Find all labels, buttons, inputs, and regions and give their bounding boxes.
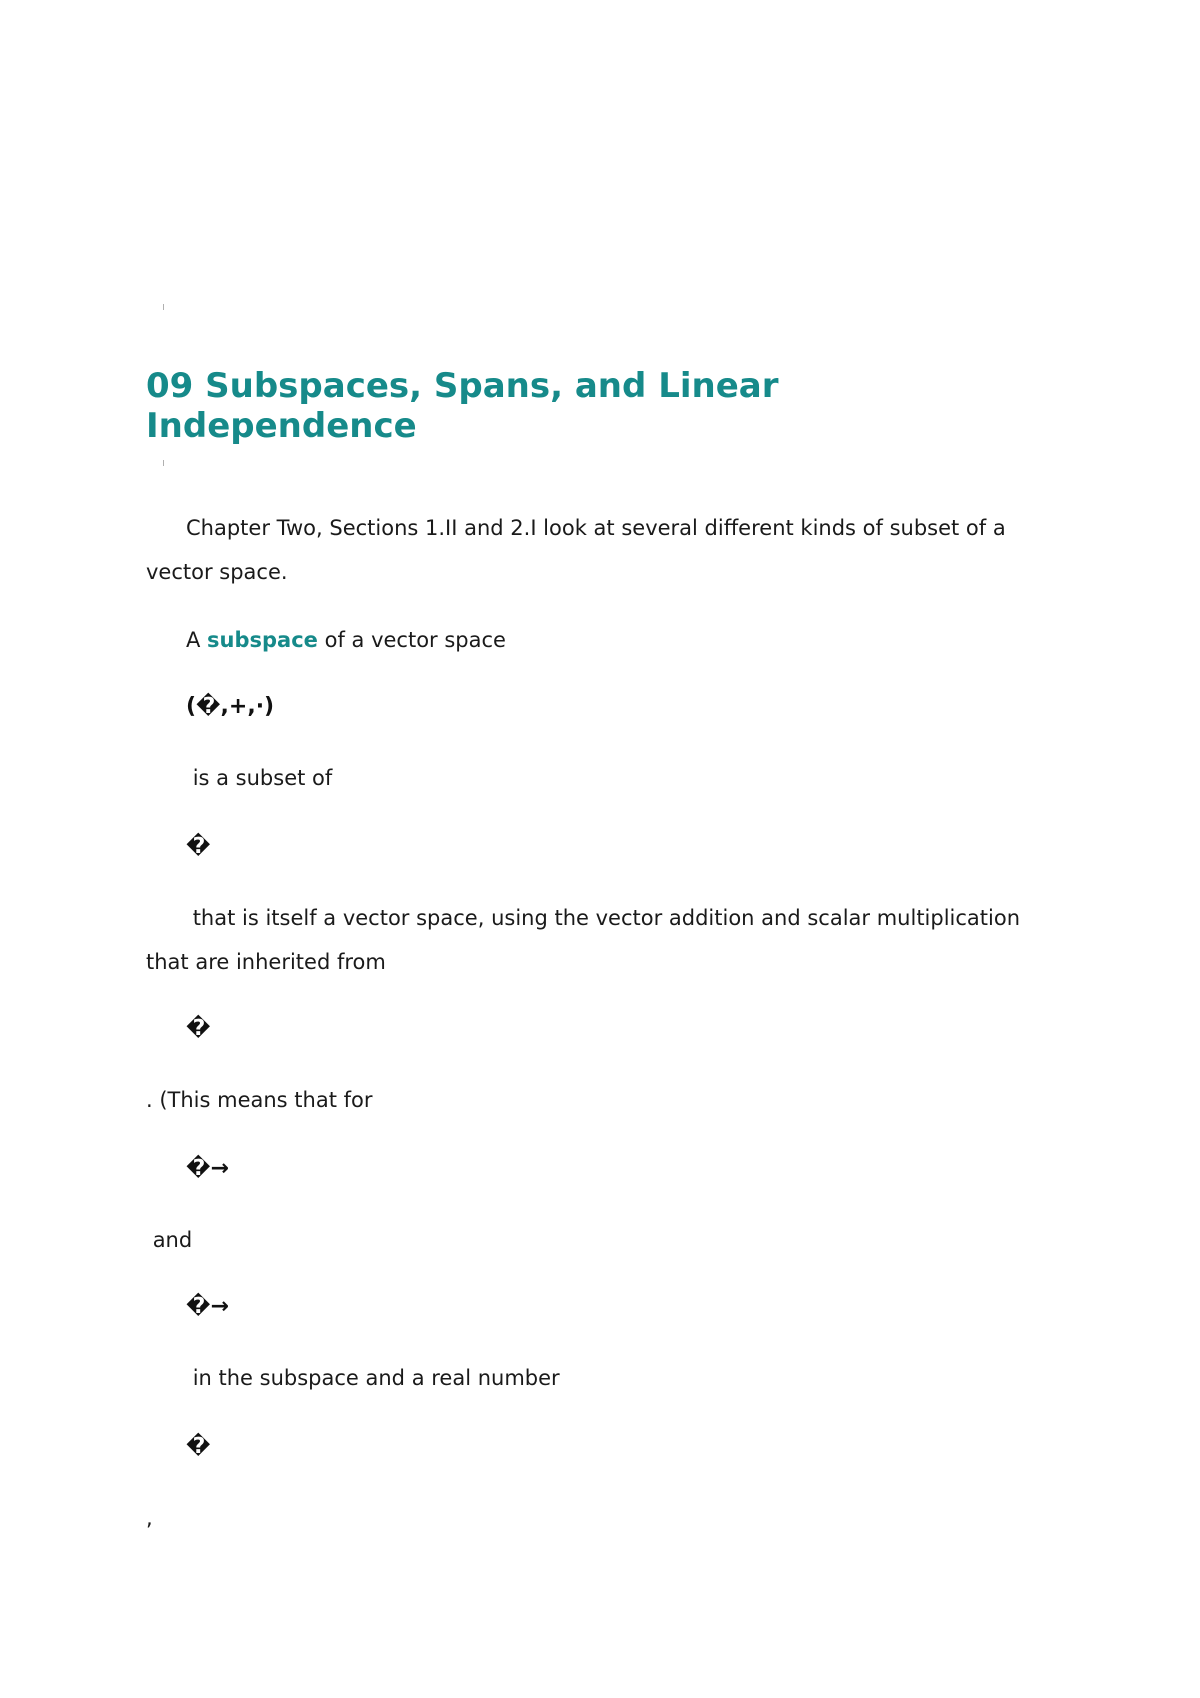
page-marker <box>163 460 164 466</box>
this-means-text: . (This means that for <box>146 1088 373 1112</box>
subspace-term: subspace <box>207 628 318 652</box>
intro-paragraph: Chapter Two, Sections 1.II and 2.I look at several different kinds of subset of a vector space. <box>146 516 1013 584</box>
and-text: and <box>146 1228 193 1252</box>
page-title: 09 Subspaces, Spans, and Linear Independence <box>146 366 779 446</box>
trailing-comma: , <box>146 1506 153 1530</box>
scalar-r-notation: � <box>186 1434 211 1459</box>
page-marker <box>163 304 164 310</box>
vector-space-notation: (�,+,·) <box>186 694 275 719</box>
vector-v-notation: �→ <box>186 1156 229 1181</box>
is-subset-text: is a subset of <box>186 766 333 790</box>
in-subspace-text: in the subspace and a real number <box>186 1366 560 1390</box>
definition-tail: of a vector space <box>317 628 506 652</box>
itself-vector-space-text: that is itself a vector space, using the vector addition and scalar multiplication that are inherited from <box>146 906 1027 974</box>
symbol-v-inherited: � <box>186 1016 211 1041</box>
definition-line <box>186 618 1066 662</box>
definition-lead: A <box>186 628 208 652</box>
vector-w-notation: �→ <box>186 1294 229 1319</box>
symbol-v: � <box>186 834 211 859</box>
